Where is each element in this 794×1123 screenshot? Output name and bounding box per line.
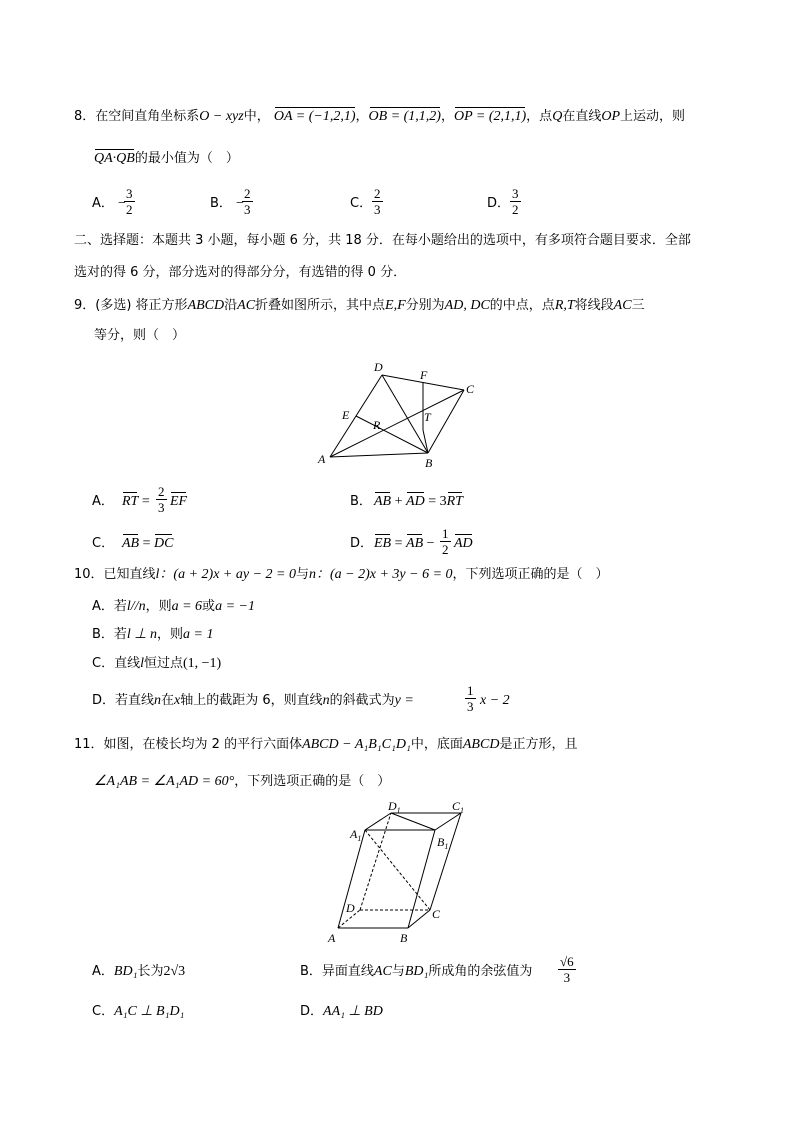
- label-c1: $C_1$: [452, 799, 465, 815]
- choice-label: B．: [210, 196, 232, 211]
- q11-text: 中，底面: [410, 737, 463, 752]
- choice-text: 恒过点: [143, 656, 183, 671]
- q8-text: 在直线: [562, 109, 602, 124]
- q8-text: 8．在空间直角坐标系: [74, 109, 200, 124]
- q10-choice-c[interactable]: [92, 655, 221, 673]
- angle-condition: ∠A₁AB = ∠A₁AD = 60°: [94, 774, 235, 789]
- dot-product-expr: QA·QB: [94, 151, 135, 166]
- result: a = 6: [171, 599, 203, 614]
- minus-sign: −: [118, 196, 126, 211]
- q8-text: ，点: [526, 109, 553, 124]
- q9-text: 将线段: [574, 298, 614, 313]
- result: a = 1: [183, 627, 214, 642]
- q9-figure: [300, 355, 500, 475]
- choice-text: D．若直线n在x轴上的截距为 6，则直线n的斜截式为y =: [92, 693, 414, 708]
- q8-coord-system: O − xyz: [199, 109, 244, 124]
- label-b: B: [400, 931, 408, 945]
- q9-text: 的中点，点: [489, 298, 555, 313]
- label-a: A: [328, 931, 336, 945]
- choice-label: A．: [92, 964, 114, 979]
- slope-intercept: x − 2: [480, 693, 510, 708]
- fraction: $\frac{3}{2}$: [126, 186, 133, 217]
- perpendicular-expr: A₁C ⊥ B₁D₁: [114, 1004, 185, 1019]
- choice-label: B．若: [92, 627, 127, 642]
- q11-figure: [320, 798, 480, 948]
- fraction: $\frac{2}{3}$: [244, 186, 251, 217]
- label-b1: $B_1$: [437, 835, 449, 851]
- perpendicular-expr: AA₁ ⊥ BD: [323, 1004, 383, 1019]
- label-c: C: [466, 382, 475, 396]
- q8-text: 中，: [243, 109, 270, 124]
- q9-text: 沿: [224, 298, 238, 313]
- fraction: $\frac{3}{2}$: [512, 186, 519, 217]
- vector-oa: OA = (−1,2,1): [273, 109, 356, 124]
- points-ef: E,F: [385, 298, 406, 313]
- q11-choice-c[interactable]: [92, 1003, 184, 1021]
- label-b: B: [425, 456, 433, 470]
- label-d: D: [346, 901, 355, 915]
- label-r: R: [373, 418, 381, 432]
- choice-label: C．直线: [92, 656, 141, 671]
- choice-label: A．: [92, 494, 114, 509]
- choice-text: 或: [202, 599, 216, 614]
- parallelepiped: ABCD − A₁B₁C₁D₁: [302, 737, 411, 752]
- result: a = −1: [215, 599, 255, 614]
- q8-question: 的最小值为（ ）: [134, 151, 239, 166]
- line-op: OP: [601, 109, 620, 124]
- choice-label: C．: [92, 1004, 115, 1019]
- q10-text: 与: [295, 567, 309, 582]
- segment-bd1: BD₁: [113, 964, 138, 979]
- q11-question: ，下列选项正确的是（ ）: [234, 774, 391, 789]
- choice-text: ，则: [157, 627, 184, 642]
- choice-label: D．: [350, 536, 374, 551]
- choice-label: A．: [92, 196, 114, 211]
- q10-text: ，下列选项正确的是（ ）: [452, 567, 609, 582]
- section-heading-line2: 选对的得 6 分，部分选对的得部分分，有选错的得 0 分．: [74, 265, 407, 280]
- q11-text: 是正方形，且: [499, 737, 578, 752]
- fixed-point: (1, −1): [182, 656, 222, 671]
- line-n-equation: n：(a − 2)x + 3y − 6 = 0: [309, 567, 453, 582]
- q10-choice-b[interactable]: [92, 626, 213, 644]
- label-f: F: [420, 368, 428, 382]
- base-abcd: ABCD: [462, 737, 500, 752]
- label-a1: $A_1$: [350, 827, 362, 843]
- choice-label: C．: [350, 196, 373, 211]
- choice-expr: AB + AD = 3RT: [374, 494, 463, 509]
- q10-text: 10．已知直线: [74, 567, 156, 582]
- label-c: C: [432, 907, 441, 921]
- label-a: A: [318, 452, 326, 466]
- vector-ob: OB = (1,1,2): [368, 109, 441, 124]
- length-value: 2√3: [163, 964, 186, 979]
- choice-label: D．: [300, 1004, 324, 1019]
- vector-op: OP = (2,1,1): [453, 109, 527, 124]
- choice-text: 长为: [137, 964, 164, 979]
- fraction: $\frac{1}{3}$: [467, 683, 474, 714]
- q9-line2: 等分，则（ ）: [94, 328, 186, 343]
- fraction: $\frac{√6}{3}$: [560, 954, 574, 985]
- q8-line2: [94, 150, 239, 168]
- q11-text: 11．如图，在棱长均为 2 的平行六面体: [74, 737, 303, 752]
- q9-text: 9．(多选) 将正方形: [74, 298, 188, 313]
- q10-choice-a[interactable]: [92, 598, 255, 616]
- choice-expr: RT =: [122, 494, 150, 509]
- label-t: T: [424, 410, 431, 424]
- segment-ac: AC: [237, 298, 256, 313]
- q8-text: 上运动，则: [620, 109, 686, 124]
- label-d1: $D_1$: [388, 799, 401, 815]
- q11-choice-a[interactable]: [92, 963, 185, 981]
- line-l-equation: l：(a + 2)x + ay − 2 = 0: [155, 567, 296, 582]
- q11-choice-d[interactable]: [300, 1003, 383, 1021]
- q11-line2: [94, 773, 390, 791]
- choice-expr: EF: [170, 494, 188, 509]
- q9-text: 折叠如图所示，其中点: [255, 298, 386, 313]
- choice-text: ，则: [145, 599, 172, 614]
- condition: l ⊥ n: [126, 627, 158, 642]
- choice-label: B．: [350, 494, 372, 509]
- square-abcd: ABCD: [187, 298, 225, 313]
- choice-label: A．若: [92, 599, 127, 614]
- choice-text: B．异面直线AC与BD₁所成角的余弦值为: [300, 964, 533, 979]
- q8-line1: 8．在空间直角坐标系O − xyz中， OA = (−1,2,1)，OB = (1,1,2)，OP = (2,1,1)，点Q在直线OP上运动，则: [74, 109, 686, 124]
- q11-line1: [74, 736, 577, 754]
- q9-line1: [74, 297, 645, 315]
- minus-sign: −: [236, 196, 244, 211]
- q9-text: 三: [631, 298, 645, 313]
- choice-expr: EB = AB −: [374, 536, 435, 551]
- q9-text: 分别为: [405, 298, 445, 313]
- choice-label: D．: [487, 196, 511, 211]
- points-rt: R,T: [554, 298, 575, 313]
- q10-stem: [74, 566, 609, 584]
- segments-ad-dc: AD, DC: [444, 298, 490, 313]
- fraction: $\frac{2}{3}$: [374, 186, 381, 217]
- label-d: D: [374, 360, 383, 374]
- label-e: E: [342, 408, 350, 422]
- section-heading-line1: 二、选择题：本题共 3 小题，每小题 6 分，共 18 分．在每小题给出的选项中，有多项符合题目要求．全部: [74, 233, 691, 248]
- fraction: $\frac{1}{2}$: [442, 526, 449, 557]
- choice-expr: AD: [454, 536, 473, 551]
- segment-ac: AC: [613, 298, 632, 313]
- choice-label: C．: [92, 536, 115, 551]
- line-l: l: [140, 656, 144, 671]
- choice-expr: AB = DC: [122, 536, 174, 551]
- condition: l//n: [126, 599, 146, 614]
- fraction: $\frac{2}{3}$: [158, 484, 165, 515]
- point-q: Q: [552, 109, 563, 124]
